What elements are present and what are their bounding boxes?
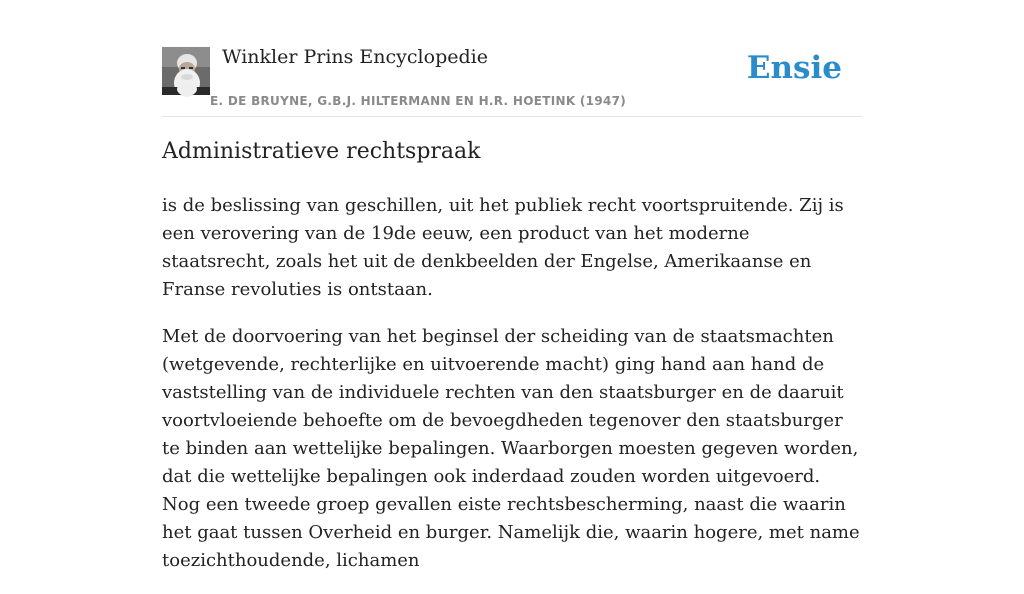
- article-page: [162, 0, 862, 571]
- author-avatar: [162, 47, 210, 95]
- entry-content: [162, 192, 862, 594]
- book-header: [162, 0, 862, 117]
- book-authors: E. DE BRUYNE, G.B.J. HILTERMANN EN H.R. HOETINK (1947): [210, 94, 627, 108]
- bearded-man-portrait-icon: [162, 47, 210, 95]
- entry-paragraph: Met de doorvoering van het beginsel der scheiding van de staatsmachten (wetgevende, rechterlijke en uitvoerende macht) ging hand aan hand de vaststelling van de individuele rechten van den staatsburger en de daaruit voortvloeiende behoefte om de bevoegdheden tegenover den staatsburger te binden aan wettelijke bepalingen. Waarborgen moesten gegeven worden, dat die wettelijke bepalingen ook inderdaad zouden worden uitgevoerd. Nog een tweede groep gevallen eiste rechtsbescherming, naast die waarin het gaat tussen Overheid en burger. Namelijk die, waarin hogere, met name toezichthoudende, lichamen: [162, 326, 860, 571]
- entry-title: Administratieve rechtspraak: [162, 139, 481, 164]
- book-title[interactable]: Winkler Prins Encyclopedie: [222, 46, 488, 68]
- entry-paragraph: is de beslissing van geschillen, uit het publiek recht voortspruitende. Zij is een verovering van de 19de eeuw, een product van het moderne staatsrecht, zoals het uit de denkbeelden der Engelse, Amerikaanse en Franse revoluties is ontstaan.: [162, 195, 844, 300]
- ensie-logo[interactable]: Ensie: [746, 50, 842, 86]
